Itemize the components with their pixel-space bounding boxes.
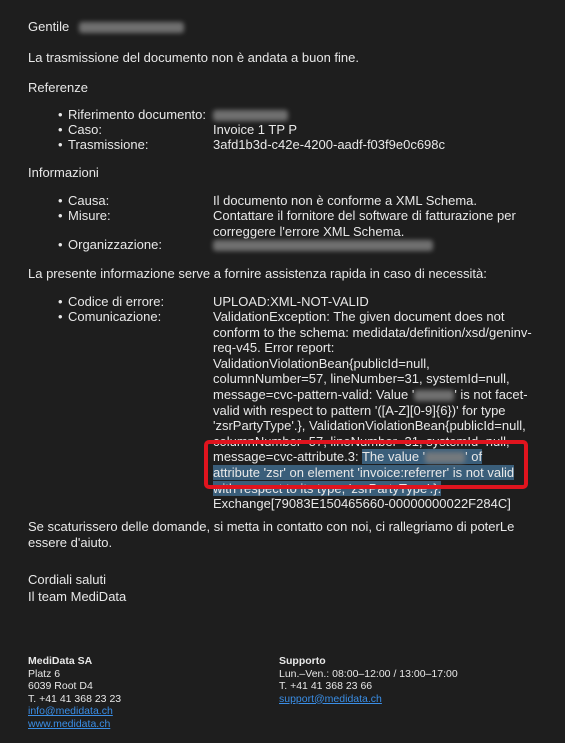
bullet: •	[58, 107, 63, 122]
bullet: •	[58, 309, 63, 324]
bullet: •	[58, 193, 63, 208]
ref-label-case: Caso:	[68, 122, 102, 137]
redacted-document-ref	[213, 110, 288, 121]
greeting-text: Gentile	[28, 19, 70, 34]
highlighted-text: The value '	[361, 449, 426, 465]
redacted-name	[79, 22, 184, 33]
footer-web-link[interactable]: www.medidata.ch	[28, 717, 111, 730]
communication-label: Comunicazione:	[68, 309, 162, 324]
info-heading: Informazioni	[28, 165, 99, 180]
comm-line: Exchange[79083E150465660-00000000022F284C]	[213, 496, 511, 512]
redacted-organization	[213, 240, 433, 251]
bullet: •	[58, 294, 63, 309]
comm-line: ValidationViolationBean{publicId=null,	[213, 355, 430, 371]
ref-value-transmission: 3afd1b3d-c42e-4200-aadf-f03f9e0c698c	[213, 137, 446, 152]
info-label-measures: Misure:	[68, 208, 111, 223]
bullet: •	[58, 237, 63, 252]
footer-left	[28, 655, 121, 730]
comm-line: req-v45. Error report:	[213, 340, 335, 356]
intro-text: La trasmissione del documento non è andata a buon fine.	[28, 50, 360, 65]
ref-value-document	[213, 107, 288, 123]
highlighted-text: with respect to its type, 'zsrPartyType'.}.	[213, 480, 442, 496]
footer-phone: T. +41 41 368 23 23	[28, 692, 122, 705]
assist-text: La presente informazione serve a fornire assistenza rapida in caso di necessità:	[28, 266, 487, 281]
info-value-organization	[213, 237, 433, 253]
comm-line: columnNumber=57, lineNumber=31, systemId=null,	[213, 433, 510, 449]
closing-text: Se scaturissero delle domande, si metta in contatto con noi, ci rallegriamo di poterLe essere d'aiuto.	[28, 519, 515, 550]
ref-label-transmission: Trasmissione:	[68, 137, 149, 152]
comm-text: message=cvc-pattern-valid: Value '	[213, 386, 415, 402]
footer-support-email-link[interactable]: support@medidata.ch	[279, 692, 382, 705]
references-heading: Referenze	[28, 80, 88, 95]
comm-line: columnNumber=57, lineNumber=31, systemId=null,	[213, 371, 510, 387]
footer-support-phone: T. +41 41 368 23 66	[279, 680, 373, 692]
error-code-value: UPLOAD:XML-NOT-VALID	[213, 294, 369, 309]
regards-text: Cordiali saluti	[28, 572, 107, 587]
ref-label-document: Riferimento documento:	[68, 107, 207, 122]
footer-company: MediData SA	[28, 655, 93, 667]
bullet: •	[58, 137, 63, 152]
comm-line	[213, 387, 543, 403]
error-code-label: Codice di errore:	[68, 294, 165, 309]
comm-text: message=cvc-attribute.3:	[213, 449, 362, 465]
ref-value-case: Invoice 1 TP P	[213, 122, 298, 137]
annotation-red-box	[204, 440, 528, 489]
footer-support-title: Supporto	[279, 655, 326, 667]
comm-line: 'zsrPartyType'.}, ValidationViolationBean{publicId=null,	[213, 418, 526, 434]
comm-line: valid with respect to pattern '([A-Z][0-9]{6})' for type	[213, 402, 506, 418]
info-value-cause: Il documento non è conforme a XML Schema.	[213, 193, 477, 208]
info-label-cause: Causa:	[68, 193, 110, 208]
greeting-line	[28, 19, 184, 35]
info-label-organization: Organizzazione:	[68, 237, 162, 252]
comm-line: conform to the schema: medidata/definition/xsd/geninv-	[213, 324, 532, 340]
redacted-value	[414, 390, 454, 401]
comm-text: ' is not facet-	[454, 386, 528, 402]
highlighted-text: attribute 'zsr' on element 'invoice:referrer' is not valid	[213, 464, 515, 480]
footer-support-hours: Lun.–Ven.: 08:00–12:00 / 13:00–17:00	[279, 667, 458, 680]
bullet: •	[58, 122, 63, 137]
footer-city: 6039 Root D4	[28, 680, 93, 692]
footer-street: Platz 6	[28, 667, 61, 680]
footer-email-link[interactable]: info@medidata.ch	[28, 705, 113, 717]
bullet: •	[58, 208, 63, 223]
comm-line: ValidationException: The given document does not	[213, 309, 505, 324]
footer-right	[279, 655, 458, 705]
team-signature: Il team MediData	[28, 589, 127, 604]
highlighted-text: ' of	[465, 449, 483, 465]
info-value-measures: Contattare il fornitore del software di fatturazione per correggere l'errore XML Schema.	[213, 208, 516, 239]
